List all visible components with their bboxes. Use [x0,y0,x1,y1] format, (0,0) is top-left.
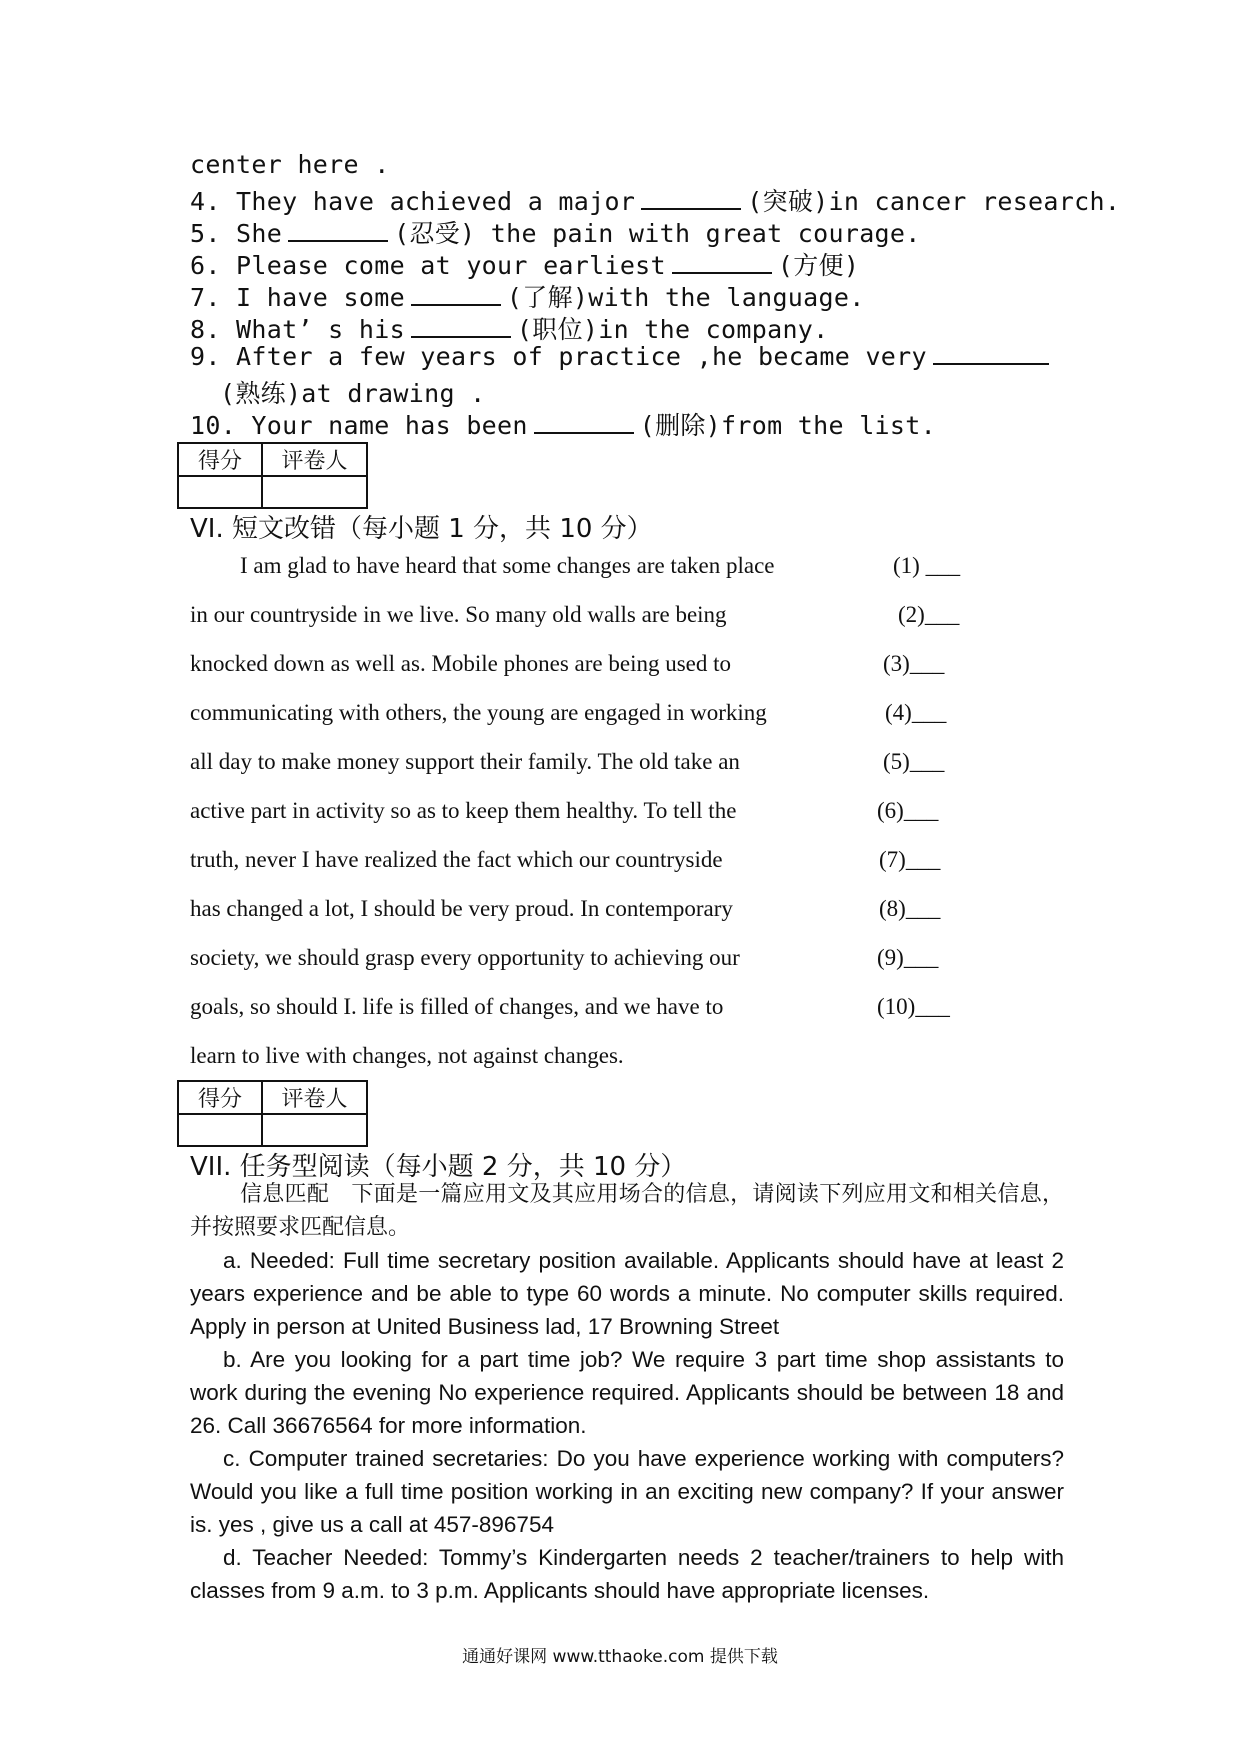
vocab-item-text: 5. She [190,219,283,248]
answer-number[interactable]: (3)___ [883,651,945,676]
grader-label: 评卷人 [262,443,367,476]
vocab-item-9-continuation: (熟练)at drawing . [220,379,486,408]
vocab-item-7 [190,278,865,314]
vocab-item-hint: (方便) [777,251,860,280]
grader-label: 评卷人 [262,1081,367,1114]
vocab-item-text: 7. I have some [190,283,405,312]
answer-number[interactable]: (1) ___ [893,553,961,578]
vocab-item-hint: (职位)in the company. [516,315,829,344]
vocab-item-4 [190,182,1120,218]
score-box [177,1080,368,1147]
vocab-item-9 [190,342,1055,371]
score-label: 得分 [178,1081,262,1114]
vocab-item-text: 9. After a few years of practice ,he became very [190,342,927,371]
answer-number[interactable]: (10)___ [877,994,950,1019]
vocab-item-hint: (突破)in cancer research. [747,187,1121,216]
score-box [177,442,368,509]
answer-number[interactable]: (8)___ [879,896,941,921]
vocab-item-6 [190,246,859,282]
passage-line: communicating with others, the young are engaged in working [190,700,767,725]
passage-line: goals, so should I. life is filled of changes, and we have to [190,994,724,1019]
answer-number[interactable]: (2)___ [898,602,960,627]
ad-c: c. Computer trained secretaries: Do you have experience working with computers? Would you like a full time position working in an exciting new company? If your answer is. yes , give us a call at 457-896754 [190,1446,1064,1537]
grader-cell[interactable] [262,476,367,508]
section-heading: VI. 短文改错（每小题 1 分，共 10 分） [190,514,653,544]
answer-number[interactable]: (5)___ [883,749,945,774]
vocab-lead-line: center here . [190,150,390,179]
vocab-item-5 [190,214,921,250]
passage-line: I am glad to have heard that some changes are taken place [240,553,775,578]
answer-number[interactable]: (9)___ [877,945,939,970]
passage-line: truth, never I have realized the fact which our countryside [190,847,723,872]
answer-blank[interactable] [288,222,388,242]
ad-a: a. Needed: Full time secretary position available. Applicants should have at least 2 years experience and be able to type 60 words a minute. No computer skills required. Apply in person at United Business lad, 17 Browning Street [190,1248,1064,1339]
passage-line: in our countryside in we live. So many old walls are being [190,602,727,627]
vocab-item-text: 6. Please come at your earliest [190,251,666,280]
vocab-item-text: 10. Your name has been [190,411,528,440]
vocab-item-10 [190,406,936,442]
answer-number[interactable]: (4)___ [885,700,947,725]
vocab-item-hint: (忍受) the pain with great courage. [394,219,921,248]
vocab-item-text: 8. What’ s his [190,315,405,344]
ad-d: d. Teacher Needed: Tommy’s Kindergarten needs 2 teacher/trainers to help with classes from 9 a.m. to 3 p.m. Applicants should have appropriate licenses. [190,1545,1064,1603]
vocab-item-8 [190,310,829,346]
footer-text: 通通好课网 www.tthaoke.com 提供下载 [462,1647,778,1667]
vocab-item-hint: (了解)with the language. [506,283,865,312]
passage-line: society, we should grasp every opportunity to achieving our [190,945,740,970]
answer-blank[interactable] [411,286,501,306]
score-cell[interactable] [178,1114,262,1146]
vocab-item-hint: (删除)from the list. [639,411,936,440]
passage-line: active part in activity so as to keep them healthy. To tell the [190,798,737,823]
answer-blank[interactable] [534,414,634,434]
vocab-item-text: 4. They have achieved a major [190,187,636,216]
answer-number[interactable]: (6)___ [877,798,939,823]
answer-blank[interactable] [641,190,741,210]
task-intro: 信息匹配 下面是一篇应用文及其应用场合的信息，请阅读下列应用文和相关信息，并按照要求匹配信息。 [190,1182,1064,1240]
ad-b: b. Are you looking for a part time job? We require 3 part time shop assistants to work during the evening No experience required. Applicants should be between 18 and 26. Call 36676564 for more information. [190,1347,1064,1438]
score-cell[interactable] [178,476,262,508]
answer-blank[interactable] [411,318,511,338]
passage-line: all day to make money support their family. The old take an [190,749,740,774]
section-heading: VII. 任务型阅读（每小题 2 分，共 10 分） [190,1152,687,1182]
answer-blank[interactable] [933,345,1049,365]
answer-number[interactable]: (7)___ [879,847,941,872]
passage-line: learn to live with changes, not against changes. [190,1043,624,1068]
score-label: 得分 [178,443,262,476]
passage-line: has changed a lot, I should be very proud. In contemporary [190,896,733,921]
passage-line: knocked down as well as. Mobile phones are being used to [190,651,732,676]
grader-cell[interactable] [262,1114,367,1146]
answer-blank[interactable] [672,254,772,274]
